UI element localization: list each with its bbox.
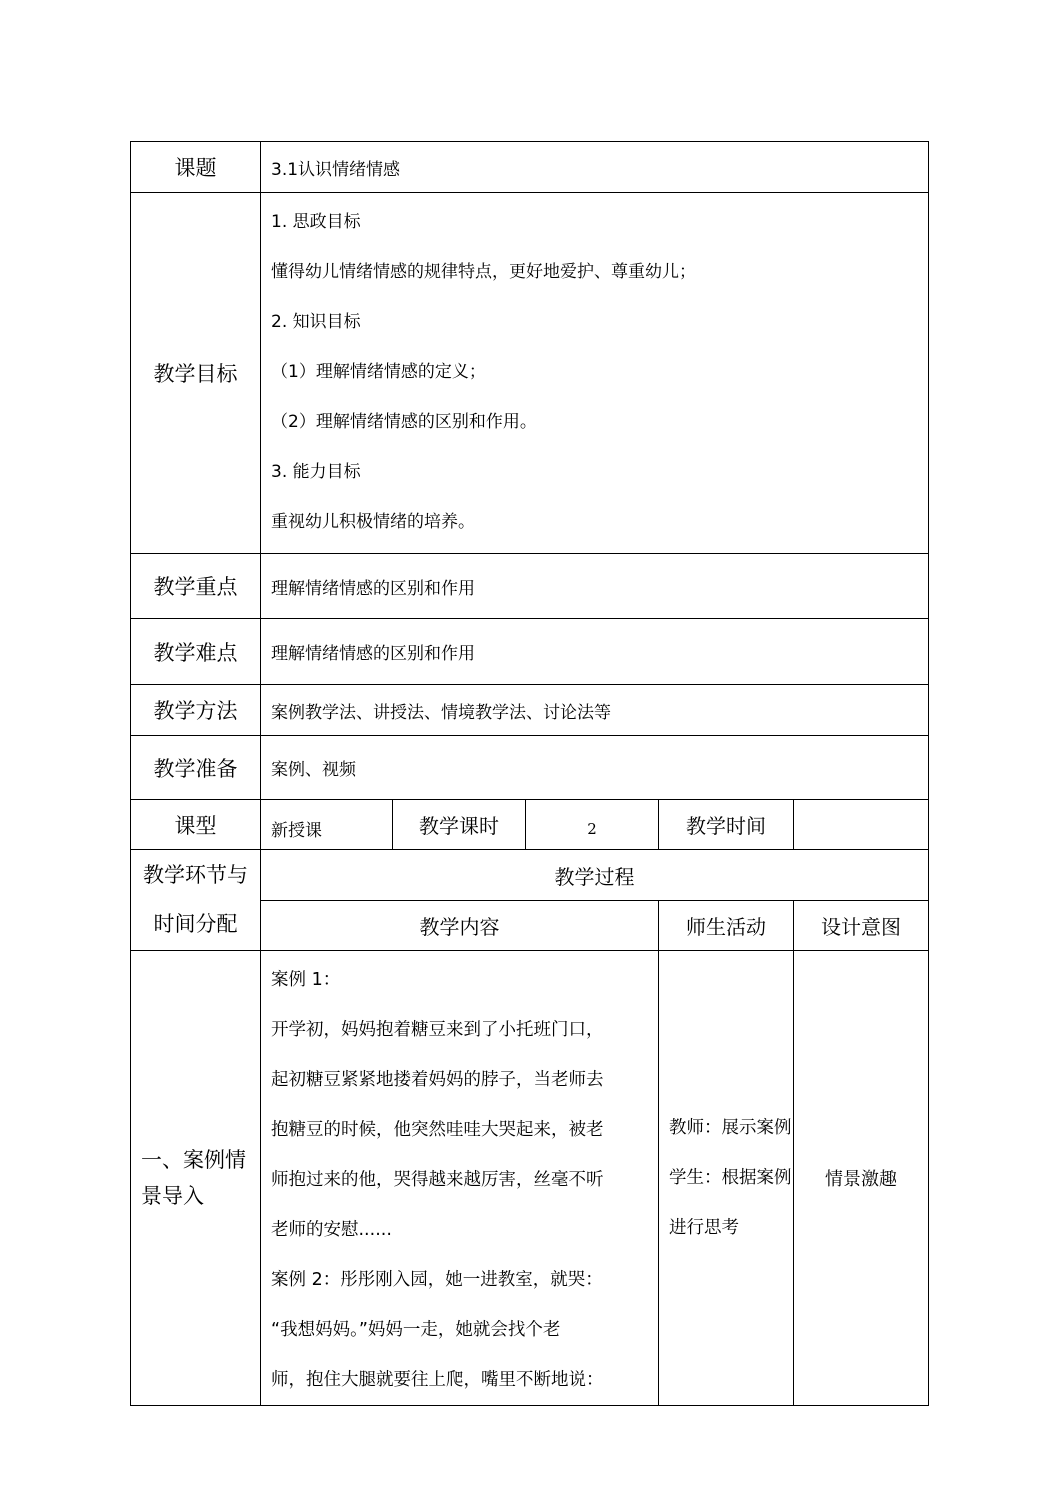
goals-line: 重视幼儿积极情绪的培养。 [271,512,475,532]
stage-header [131,850,261,951]
topic-value: 3.1认识情绪情感 [261,142,929,193]
content-line: 案例 2：彤彤刚入园，她一进教室，就哭： [271,1270,603,1290]
content-line: 案例 1： [271,970,341,990]
difficulty-value: 理解情绪情感的区别和作用 [261,619,929,685]
method-value: 案例教学法、讲授法、情境教学法、讨论法等 [261,685,929,736]
process-header-row [131,850,929,901]
content-line: 起初糖豆紧紧地搂着妈妈的脖子，当老师去 [271,1070,604,1090]
section-content [261,951,659,1406]
preparation-label: 教学准备 [131,736,261,800]
lesson-hours-label: 教学课时 [393,800,526,850]
goals-content [261,193,929,554]
content-line: 开学初，妈妈抱着糖豆来到了小托班门口， [271,1020,604,1040]
content-line: 师抱过来的他，哭得越来越厉害，丝毫不听 [271,1170,604,1190]
preparation-value: 案例、视频 [261,736,929,800]
goals-line: 懂得幼儿情绪情感的规律特点，更好地爱护、尊重幼儿； [271,262,696,282]
content-line: “我想妈妈。”妈妈一走，她就会找个老 [271,1320,561,1340]
key-point-row [131,554,929,619]
goals-line: 1. 思政目标 [271,212,361,232]
lesson-type-row [131,800,929,850]
lesson-time-value [794,800,929,850]
lesson-type-value: 新授课 [261,800,393,850]
method-label: 教学方法 [131,685,261,736]
intent-header: 设计意图 [794,901,929,951]
activity-line: 学生：根据案例 [669,1168,792,1188]
topic-label: 课题 [131,142,261,193]
topic-row [131,142,929,193]
process-header: 教学过程 [261,850,929,901]
goals-line: （2）理解情绪情感的区别和作用。 [271,412,537,432]
difficulty-row [131,619,929,685]
activity-line: 教师：展示案例 [669,1118,792,1138]
goals-line: （1）理解情绪情感的定义； [271,362,486,382]
stage-header-line: 教学环节与 [143,863,248,887]
content-header: 教学内容 [261,901,659,951]
method-row [131,685,929,736]
activity-header: 师生活动 [659,901,794,951]
lesson-hours-value: 2 [526,800,659,850]
lesson-type-label: 课型 [131,800,261,850]
goals-line: 2. 知识目标 [271,312,361,332]
content-line: 老师的安慰...... [271,1220,392,1240]
preparation-row [131,736,929,800]
lesson-plan-table [130,141,929,1406]
activity-line: 进行思考 [669,1218,739,1238]
goals-line: 3. 能力目标 [271,462,361,482]
section-row [131,951,929,1406]
goals-row [131,193,929,554]
section-activity [659,951,794,1406]
section-stage-label: 一、案例情景导入 [131,951,261,1406]
content-line: 师，抱住大腿就要往上爬，嘴里不断地说： [271,1370,604,1390]
section-intent: 情景激趣 [794,951,929,1406]
content-line: 抱糖豆的时候，他突然哇哇大哭起来，被老 [271,1120,604,1140]
difficulty-label: 教学难点 [131,619,261,685]
key-point-label: 教学重点 [131,554,261,619]
key-point-value: 理解情绪情感的区别和作用 [261,554,929,619]
stage-header-line: 时间分配 [153,912,238,936]
lesson-time-label: 教学时间 [659,800,794,850]
goals-label: 教学目标 [131,193,261,554]
